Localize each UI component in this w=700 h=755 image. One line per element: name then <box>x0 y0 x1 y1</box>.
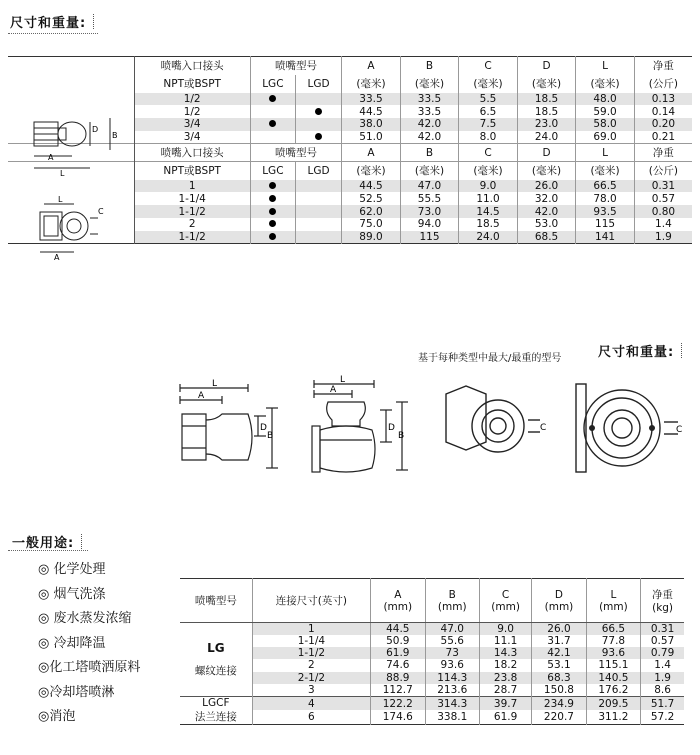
cell-D: 68.3 <box>532 672 586 684</box>
model-name: LG <box>207 640 225 655</box>
cell-A: 174.6 <box>371 710 425 724</box>
thumb1-label-d: D <box>92 125 99 134</box>
cell-conn: 1/2 <box>183 92 201 105</box>
cell-w: 0.13 <box>634 93 692 106</box>
dims-title-2: 尺寸和重量: <box>598 341 674 360</box>
col-unit: (mm) <box>383 600 413 613</box>
cell-D: 18.5 <box>517 93 576 106</box>
col-B: B <box>400 144 459 162</box>
cell-B: 314.3 <box>425 696 479 710</box>
cell-lgc <box>250 93 295 106</box>
cell-C: 11.1 <box>479 635 531 647</box>
col-label: A <box>394 588 402 601</box>
cell-B: 94.0 <box>400 218 459 231</box>
col-model: 喷嘴型号 <box>180 579 252 623</box>
cell-L: 115 <box>576 218 635 231</box>
table1-header-row <box>8 57 692 75</box>
cell-conn: 1 <box>252 623 370 636</box>
col-label: 净重 <box>652 589 674 601</box>
unit-L: (毫米) <box>576 162 635 180</box>
cell-w: 0.57 <box>641 635 684 647</box>
cell-L: 66.5 <box>576 180 635 193</box>
col-unit: (mm) <box>599 600 628 613</box>
cell-L: 176.2 <box>586 684 640 697</box>
cell-lgc <box>250 131 295 144</box>
cell-conn: 2 <box>252 659 370 671</box>
drawing-lgcf-side <box>302 374 412 478</box>
cell-L: 141 <box>576 231 635 244</box>
cell-w: 0.20 <box>634 118 692 131</box>
unit-B: (毫米) <box>400 162 459 180</box>
cell-C: 18.5 <box>459 218 518 231</box>
cell-A: 44.5 <box>371 623 425 636</box>
col-conn: 连接尺寸(英寸) <box>252 579 370 623</box>
cell-C: 24.0 <box>459 231 518 244</box>
col-model: 喷嘴型号 <box>250 144 341 162</box>
col-B <box>425 579 479 623</box>
col-label: B <box>448 588 456 601</box>
cell-C: 7.5 <box>459 118 518 131</box>
table-row <box>8 93 692 106</box>
dot-icon <box>269 233 276 240</box>
cell-lgd <box>295 131 341 144</box>
cell-A: 44.5 <box>342 105 401 118</box>
dot-icon <box>269 220 276 227</box>
cell-L: 311.2 <box>586 710 640 724</box>
cell-w: 0.14 <box>634 105 692 118</box>
table-row <box>180 635 684 647</box>
cell-w: 0.79 <box>641 647 684 659</box>
cell-C: 28.7 <box>479 684 531 697</box>
cell-A: 61.9 <box>371 647 425 659</box>
cell-C: 9.0 <box>479 623 531 636</box>
unit-C: (毫米) <box>459 162 518 180</box>
dot-icon <box>269 195 276 202</box>
drawing3-label-c: C <box>540 423 547 433</box>
cell-lgd <box>295 218 341 231</box>
cell-C: 14.5 <box>459 205 518 218</box>
col-w: 净重 <box>634 57 692 75</box>
col-label: L <box>610 588 617 601</box>
table2-header-row <box>180 579 684 623</box>
cell-D: 24.0 <box>517 131 576 144</box>
drawing2-label-a: A <box>330 385 337 395</box>
cell-lgc <box>250 118 295 131</box>
dot-icon <box>315 133 322 140</box>
cell-conn: 3/4 <box>183 131 201 144</box>
cell-L: 48.0 <box>576 93 635 106</box>
col-lgd: LGD <box>295 75 341 93</box>
col-unit: (mm) <box>437 600 467 613</box>
use-item: ◎冷却塔喷淋 <box>38 684 115 700</box>
drawing2-label-b: B <box>398 431 405 441</box>
model-sub: 法兰连接 <box>194 710 237 723</box>
cell-L: 115.1 <box>586 659 640 671</box>
col-lgc: LGC <box>250 75 295 93</box>
col-C <box>479 579 531 623</box>
dot-icon <box>269 120 276 127</box>
thumb2-label-l: L <box>58 196 63 204</box>
thumb-drawing-1 <box>24 110 124 180</box>
drawing-lgcf-front <box>568 378 690 478</box>
cell-lgd <box>295 192 341 205</box>
drawing-lg-front <box>436 378 552 474</box>
cell-w: 1.4 <box>641 659 684 671</box>
cell-C: 9.0 <box>459 180 518 193</box>
table-row <box>180 696 684 710</box>
cell-w: 0.31 <box>634 180 692 193</box>
cell-B: 33.5 <box>400 93 459 106</box>
use-item: ◎ 冷却降温 <box>38 635 106 651</box>
cell-lgc <box>250 218 295 231</box>
table1-subheader-row <box>8 75 692 93</box>
cell-w: 57.2 <box>641 710 684 724</box>
cell-A: 122.2 <box>371 696 425 710</box>
unit-D: (毫米) <box>517 75 576 93</box>
cell-B: 93.6 <box>425 659 479 671</box>
drawing-lg-side <box>168 376 280 476</box>
cell-B: 42.0 <box>400 131 459 144</box>
thumb1-label-l: L <box>60 169 65 178</box>
cell-D: 53.0 <box>517 218 576 231</box>
cell-C: 23.8 <box>479 672 531 684</box>
cell-conn: 3/4 <box>183 118 201 131</box>
cell-w: 51.7 <box>641 696 684 710</box>
cell-w: 0.57 <box>634 192 692 205</box>
cell-lgc <box>250 192 295 205</box>
cell-C: 18.2 <box>479 659 531 671</box>
cell-lgd <box>295 105 341 118</box>
cell-conn: 4 <box>252 696 370 710</box>
cell-conn: 1-1/2 <box>178 231 206 244</box>
cell-L: 77.8 <box>586 635 640 647</box>
unit-C: (毫米) <box>459 75 518 93</box>
cell-B: 213.6 <box>425 684 479 697</box>
cell-A: 112.7 <box>371 684 425 697</box>
unit-L: (毫米) <box>576 75 635 93</box>
unit-w: (公斤) <box>634 75 692 93</box>
cell-D: 32.0 <box>517 192 576 205</box>
cell-conn: 6 <box>252 710 370 724</box>
cell-w: 1.4 <box>634 218 692 231</box>
cell-B: 47.0 <box>400 180 459 193</box>
col-label: D <box>554 588 563 601</box>
cell-conn: 1-1/2 <box>252 647 370 659</box>
drawing1-label-b: B <box>267 431 274 441</box>
unit-w: (公斤) <box>634 162 692 180</box>
thumb1-label-a: A <box>48 153 54 162</box>
cell-L: 58.0 <box>576 118 635 131</box>
table-row <box>180 659 684 671</box>
col-label: C <box>501 588 510 601</box>
thumb-drawing-2 <box>28 196 124 262</box>
col-C: C <box>459 57 518 75</box>
table-row <box>180 623 684 636</box>
col-C: C <box>459 144 518 162</box>
model-name: LGCF <box>202 696 230 709</box>
thumb1-label-b: B <box>112 131 118 140</box>
cell-D: 26.0 <box>517 180 576 193</box>
cell-lgd <box>295 180 341 193</box>
cell-B: 55.6 <box>425 635 479 647</box>
cell-lgd <box>295 93 341 106</box>
cell-A: 75.0 <box>342 218 401 231</box>
cell-L: 78.0 <box>576 192 635 205</box>
cell-B: 338.1 <box>425 710 479 724</box>
cell-A: 89.0 <box>342 231 401 244</box>
cell-D: 18.5 <box>517 105 576 118</box>
cell-B: 115 <box>400 231 459 244</box>
cell-C: 11.0 <box>459 192 518 205</box>
cell-lgc <box>250 180 295 193</box>
cell-D: 234.9 <box>532 696 586 710</box>
cell-w: 1.9 <box>641 672 684 684</box>
cell-w: 0.21 <box>634 131 692 144</box>
col-D <box>532 579 586 623</box>
cell-lgc <box>250 231 295 244</box>
note: 基于每种类型中最大/最重的型号 <box>418 353 562 364</box>
cell-L: 209.5 <box>586 696 640 710</box>
cell-L: 66.5 <box>586 623 640 636</box>
col-model: 喷嘴型号 <box>250 57 341 75</box>
cell-B: 42.0 <box>400 118 459 131</box>
cell-w: 0.31 <box>641 623 684 636</box>
thumb2-label-a: A <box>54 253 60 262</box>
use-item: ◎化工塔喷洒原料 <box>38 660 141 675</box>
col-A: A <box>342 57 401 75</box>
table-row <box>180 684 684 697</box>
cell-A: 51.0 <box>342 131 401 144</box>
drawing1-label-a: A <box>198 391 205 401</box>
model-lg <box>180 623 252 697</box>
dot-icon <box>269 182 276 189</box>
col-D: D <box>517 57 576 75</box>
cell-B: 47.0 <box>425 623 479 636</box>
cell-C: 8.0 <box>459 131 518 144</box>
uses-list <box>38 558 140 730</box>
header-spacer <box>8 57 134 75</box>
cell-D: 31.7 <box>532 635 586 647</box>
cell-A: 50.9 <box>371 635 425 647</box>
cell-conn: 2 <box>188 218 196 231</box>
dims-title: 尺寸和重量: <box>10 12 86 31</box>
col-A: A <box>342 144 401 162</box>
cell-w: 1.9 <box>634 231 692 244</box>
cell-A: 38.0 <box>342 118 401 131</box>
cell-lgd <box>295 205 341 218</box>
cell-D: 42.1 <box>532 647 586 659</box>
unit-A: (毫米) <box>342 75 401 93</box>
unit-D: (毫米) <box>517 162 576 180</box>
table-row <box>180 672 684 684</box>
col-B: B <box>400 57 459 75</box>
dot-icon <box>269 95 276 102</box>
cell-w: 8.6 <box>641 684 684 697</box>
cell-L: 59.0 <box>576 105 635 118</box>
cell-lgc <box>250 105 295 118</box>
col-L: L <box>576 57 635 75</box>
cell-A: 62.0 <box>342 205 401 218</box>
cell-L: 93.6 <box>586 647 640 659</box>
cell-conn: 1-1/4 <box>178 192 206 205</box>
cell-C: 61.9 <box>479 710 531 724</box>
cell-D: 220.7 <box>532 710 586 724</box>
col-conn: 喷嘴入口接头 <box>160 60 224 73</box>
cell-D: 53.1 <box>532 659 586 671</box>
cell-lgd <box>295 118 341 131</box>
cell-A: 44.5 <box>342 180 401 193</box>
cell-conn: 1-1/2 <box>178 205 206 218</box>
cell-L: 93.5 <box>576 205 635 218</box>
cell-A: 88.9 <box>371 672 425 684</box>
cell-conn: 2-1/2 <box>252 672 370 684</box>
dims-table-lg-lgcf <box>180 578 684 725</box>
cell-A: 33.5 <box>342 93 401 106</box>
uses-title: 一般用途: <box>12 532 74 551</box>
col-D: D <box>517 144 576 162</box>
model-lgcf <box>180 696 252 724</box>
thumb2-label-c: C <box>98 207 104 216</box>
table-row <box>8 180 692 193</box>
cell-C: 14.3 <box>479 647 531 659</box>
col-lgd: LGD <box>295 162 341 180</box>
cell-L: 140.5 <box>586 672 640 684</box>
cell-w: 0.80 <box>634 205 692 218</box>
col-conn: 喷嘴入口接头 <box>160 147 224 160</box>
col-L <box>586 579 640 623</box>
cell-B: 73 <box>425 647 479 659</box>
col-w: 净重 <box>634 144 692 162</box>
drawing1-label-l: L <box>212 379 218 389</box>
unit-B: (毫米) <box>400 75 459 93</box>
cell-D: 26.0 <box>532 623 586 636</box>
cell-D: 42.0 <box>517 205 576 218</box>
table-row <box>180 647 684 659</box>
col-conn-std: NPT或BSPT <box>163 165 221 178</box>
col-unit: (kg) <box>652 602 674 614</box>
col-w <box>641 579 684 623</box>
cell-C: 39.7 <box>479 696 531 710</box>
cell-D: 68.5 <box>517 231 576 244</box>
dot-icon <box>315 108 322 115</box>
use-item: ◎ 烟气洗涤 <box>38 586 106 602</box>
cell-A: 74.6 <box>371 659 425 671</box>
cell-conn: 3 <box>252 684 370 697</box>
cell-conn: 1 <box>188 180 196 193</box>
col-lgc: LGC <box>250 162 295 180</box>
dot-icon <box>269 208 276 215</box>
drawing2-label-l: L <box>340 375 346 385</box>
cell-D: 23.0 <box>517 118 576 131</box>
cell-conn: 1/2 <box>183 105 201 118</box>
drawing2-label-d: D <box>388 423 395 433</box>
unit-A: (毫米) <box>342 162 401 180</box>
col-A <box>371 579 425 623</box>
model-sub: 螺纹连接 <box>194 664 237 677</box>
col-L: L <box>576 144 635 162</box>
cell-L: 69.0 <box>576 131 635 144</box>
col-unit: (mm) <box>544 600 574 613</box>
cell-C: 6.5 <box>459 105 518 118</box>
cell-lgd <box>295 231 341 244</box>
header-spacer <box>8 75 134 93</box>
cell-B: 73.0 <box>400 205 459 218</box>
table-row <box>180 710 684 724</box>
use-item: ◎ 化学处理 <box>38 562 106 577</box>
cell-C: 5.5 <box>459 93 518 106</box>
cell-A: 52.5 <box>342 192 401 205</box>
col-conn-std: NPT或BSPT <box>163 78 221 90</box>
cell-B: 33.5 <box>400 105 459 118</box>
drawing4-label-c: C <box>676 425 683 435</box>
col-unit: (mm) <box>491 600 520 613</box>
drawing1-label-d: D <box>260 423 267 433</box>
use-item: ◎消泡 <box>38 709 76 724</box>
cell-lgc <box>250 205 295 218</box>
cell-D: 150.8 <box>532 684 586 697</box>
cell-B: 55.5 <box>400 192 459 205</box>
use-item: ◎ 废水蒸发浓缩 <box>38 611 132 626</box>
cell-conn: 1-1/4 <box>252 635 370 647</box>
cell-B: 114.3 <box>425 672 479 684</box>
